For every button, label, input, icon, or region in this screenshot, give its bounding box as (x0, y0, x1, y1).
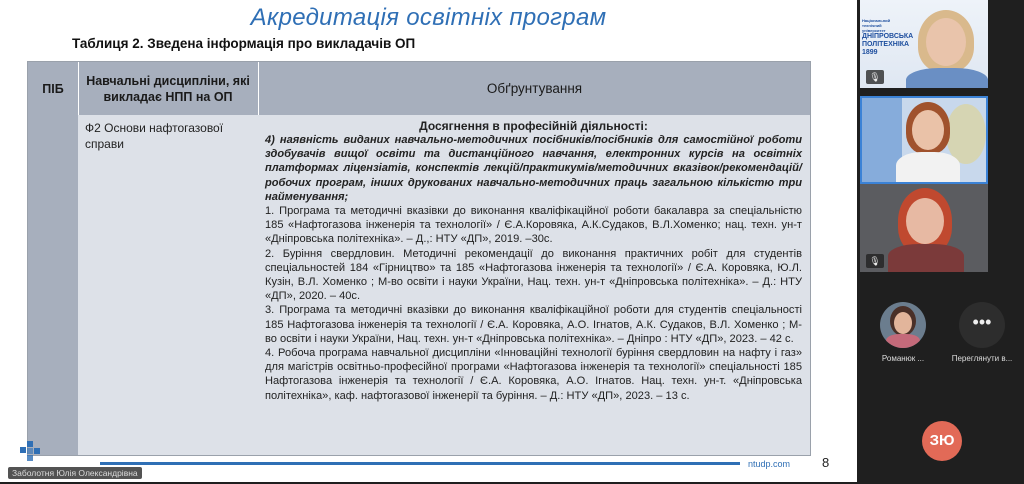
participant-video-tile[interactable] (860, 184, 988, 272)
cell-justification (259, 115, 810, 455)
table-header (28, 62, 810, 115)
participants-panel (858, 0, 1024, 484)
university-banner: Національний технічний університет ДНІПРОВСЬКА ПОЛІТЕХНІКА 1899 (862, 18, 914, 56)
list-item: 4. Робоча програма навчальної дисципліни «Інноваційні технології буріння свердловин на нафту і газ» для магістрів освітньо-професійної програми «Нафтогазова інженерія та технології» спеціальності 185 Нафтогазова інженерія та технології / Є.А. Коровяка, А.О. Ігнатов. Нац. техн. ун-т. «Дніпровська політехніка», каф. нафтогазової інженерії та буріння. – Д.: НТУ «ДП», 2023. – 13 с. (265, 347, 802, 402)
participant-video-tile[interactable] (860, 0, 988, 88)
header-name: ПІБ (42, 81, 64, 96)
microphone-icon: 🎙 (866, 70, 884, 84)
cell-name (28, 115, 78, 455)
more-icon: ••• (959, 302, 1005, 348)
university-logo-icon (20, 441, 40, 461)
self-avatar[interactable]: ЗЮ (922, 421, 962, 461)
avatar (880, 302, 926, 348)
header-disciplines: Навчальні дисципліни, які викладає НПП на ОП (86, 73, 250, 104)
footer-divider (100, 462, 740, 465)
justification-heading: Досягнення в професійній діяльності: (419, 119, 648, 133)
teachers-table (27, 61, 811, 456)
list-item: 1. Програма та методичні вказівки до виконання кваліфікаційної роботи бакалавра за спеціальністю 185 «Нафтогазова інженерія та технології» / Є.А.Коровяка, А.К.Судаков, В.Л.Хоменко; нац. техн. ун-т «Дніпровська політехніка». – Д.,: НТУ «ДП», 2019. –30с. (265, 205, 802, 246)
participant-video-tile-active[interactable] (860, 96, 988, 184)
presenter-name-label: Заболотня Юлія Олександрівна (8, 467, 142, 479)
header-justification: Обґрунтування (486, 80, 583, 96)
view-more-participants-button[interactable] (944, 302, 1020, 363)
list-item: 2. Буріння свердловин. Методичні рекомендації до виконання практичних робіт для студентів спеціальностей 184 «Гірництво» та 185 «Нафтогазова інженерія та технології» / Є.А. Коровяка, Ю.Л. Кузін, В.Л. Хоменко ; М-во освіти і науки України, Нац. техн. ун-т «Дніпровська політехніка». – Д.: НТУ «ДП», 2020. – 40с. (265, 247, 802, 303)
justification-criteria: 4) наявність виданих навчально-методичних посібників/посібників для самостійної роботи здобувачів вищої освіти та дистанційного навчання, електронних курсів на освітніх платформах ліцензіатів, конспектів лекцій/практикумів/методичних вказівок/рекомендацій/ робочих програм, інших друкованих навчально-методичних праць загальною кількістю три найменування; (265, 134, 802, 203)
participant-name: Романюк ... (881, 354, 925, 363)
list-item: 3. Програма та методичні вказівки до виконання кваліфікаційної роботи для студентів спеціальності 185 Нафтогазова інженерія та технології / Є.А. Коровяка, А.О. Ігнатов, А.К. Судаков, В.Л. Хоменко ; М-во освіти і науки України, Нац. техн. ун-т «Дніпровська політехніка». – Дніпро : НТУ «ДП», 2023. – 42 с. (265, 304, 802, 345)
slide-title: Акредитація освітніх програм (250, 4, 607, 31)
cell-discipline: Ф2 Основи нафтогазової справи (79, 115, 257, 455)
page-number: 8 (822, 455, 830, 470)
table-row (28, 115, 810, 455)
participant-thumbnail[interactable] (870, 302, 936, 363)
view-more-label: Переглянути в... (951, 354, 1013, 363)
slide-subtitle: Таблиця 2. Зведена інформація про викладачів ОП (72, 36, 416, 51)
footer-url: ntudp.com (748, 459, 791, 469)
microphone-icon: 🎙 (866, 254, 884, 268)
